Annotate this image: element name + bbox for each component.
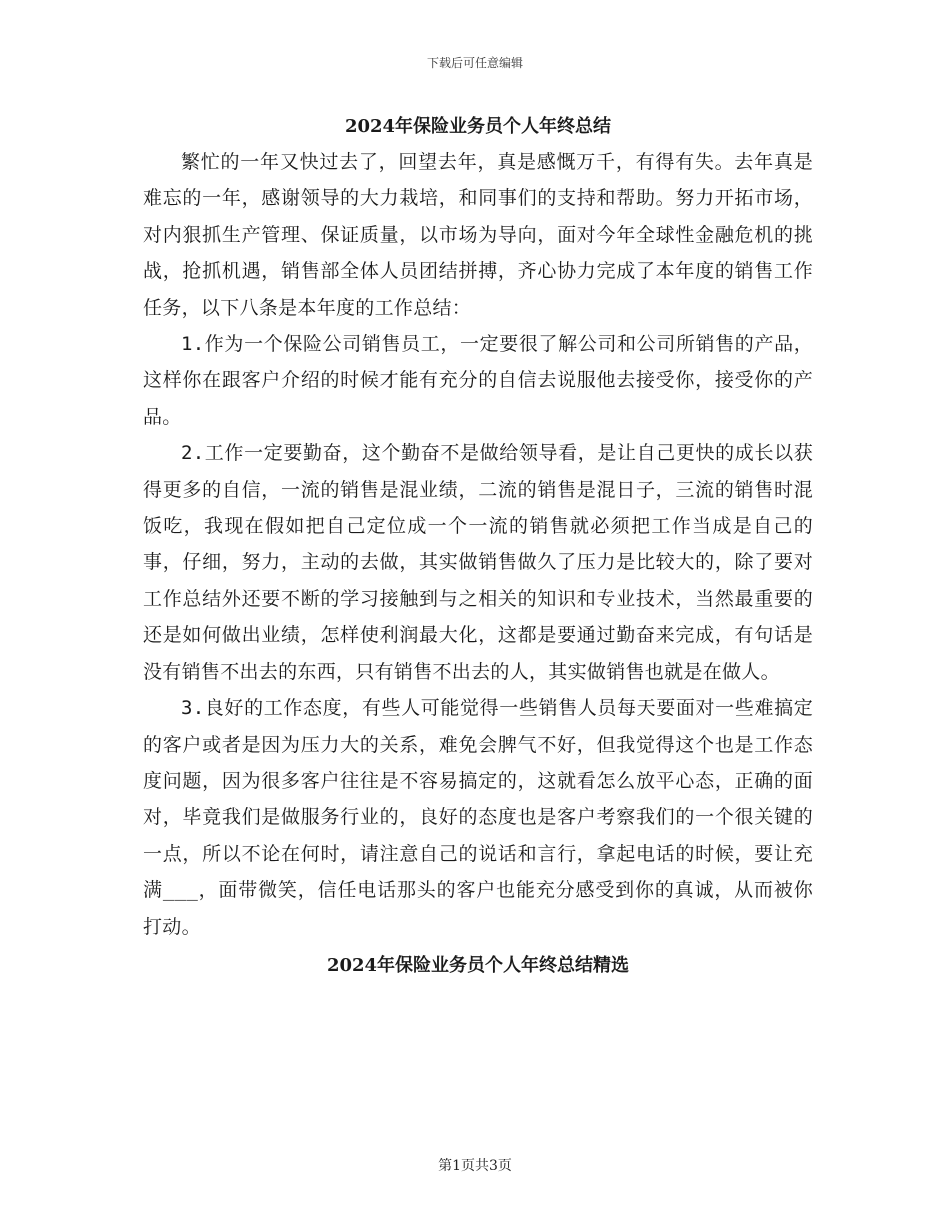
- page-number: 第1页共3页: [438, 1158, 512, 1174]
- section-title: 2024年保险业务员个人年终总结精选: [326, 954, 630, 976]
- paragraph-point-2: 2.工作一定要勤奋，这个勤奋不是做给领导看，是让自己更快的成长以获得更多的自信，一流的销售是混业绩，二流的销售是混日子，三流的销售时混饭吃，我现在假如把自己定位成一个一流的销售就必须把工作当成是自己的事，仔细，努力，主动的去做，其实做销售做久了压力是比较大的，除了要对工作总结外还要不断的学习接触到与之相关的知识和专业技术，当然最重要的还是如何做出业绩，怎样使利润最大化，这都是要通过勤奋来完成，有句话是没有销售不出去的东西，只有销售不出去的人，其实做销售也就是在做人。: [143, 442, 813, 683]
- header-note: 下载后可任意编辑: [426, 56, 523, 70]
- paragraph-point-1: 1.作为一个保险公司销售员工，一定要很了解公司和公司所销售的产品，这样你在跟客户介绍的时候才能有充分的自信去说服他去接受你，接受你的产品。: [143, 333, 813, 428]
- paragraph-intro: 繁忙的一年又快过去了，回望去年，真是感慨万千，有得有失。去年真是难忘的一年，感谢领导的大力栽培，和同事们的支持和帮助。努力开拓市场，对内狠抓生产管理、保证质量，以市场为导向，面对今年全球性金融危机的挑战，抢抓机遇，销售部全体人员团结拼搏，齐心协力完成了本年度的销售工作任务，以下八条是本年度的工作总结：: [143, 151, 813, 319]
- document-body: [143, 112, 813, 981]
- paragraph-point-3: 3.良好的工作态度，有些人可能觉得一些销售人员每天要面对一些难搞定的客户或者是因为压力大的关系，难免会脾气不好，但我觉得这个也是工作态度问题，因为很多客户往往是不容易搞定的，这就看怎么放平心态，正确的面对，毕竟我们是做服务行业的，良好的态度也是客户考察我们的一个很关键的一点，所以不论在何时，请注意自己的说话和言行，拿起电话的时候，要让充满___，面带微笑，信任电话那头的客户也能充分感受到你的真诚，从而被你打动。: [143, 697, 813, 938]
- document-title: 2024年保险业务员个人年终总结: [344, 116, 612, 137]
